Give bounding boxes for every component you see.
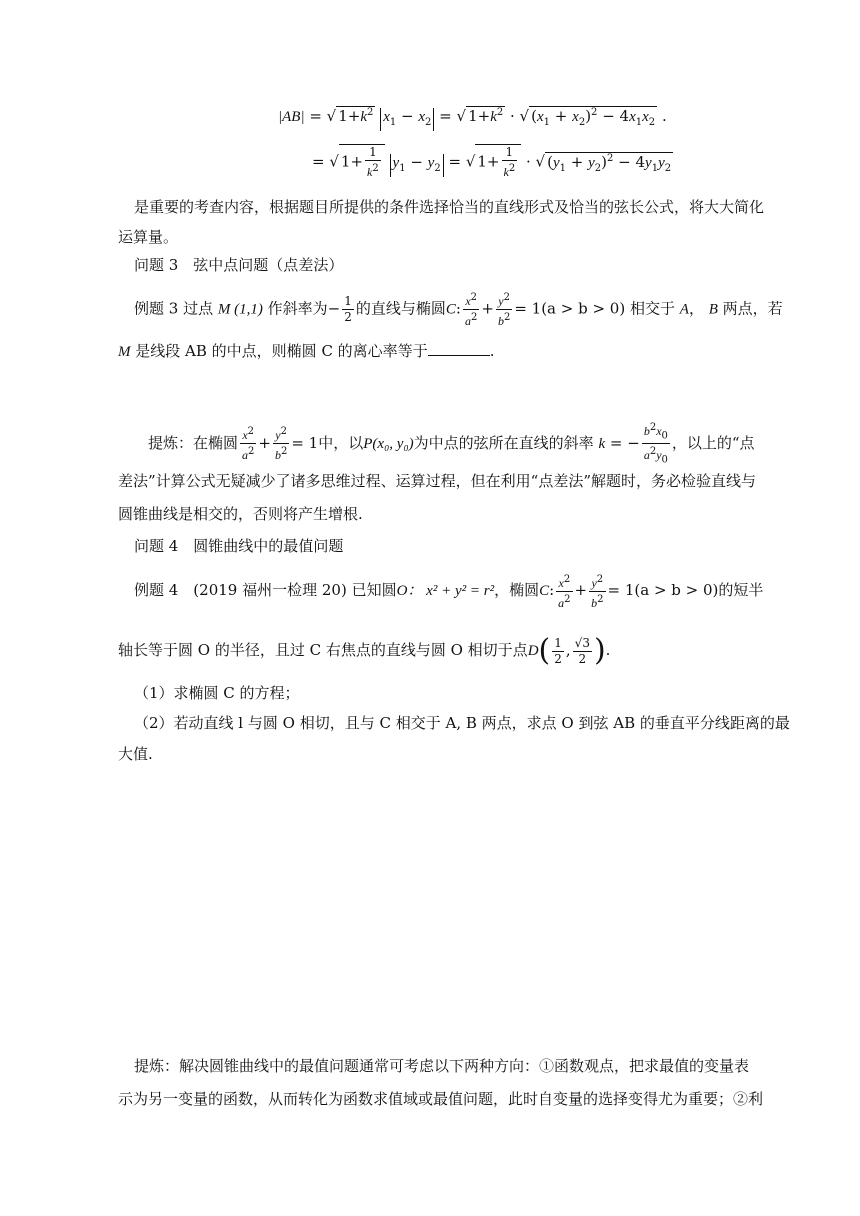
example4-line1: 例题 4 (2019 福州一检理 20) 已知圆O： x² + y² = r²，椭圆C: $\frac{x^2}{a^2}$ + $\frac{y^2}{b^2}$ = 1(a > b > 0)的短半	[134, 573, 764, 610]
example4-line2: 轴长等于圆 O 的半径，且过 C 右焦点的直线与圆 O 相切于点D( $\frac{1}{2}$ , $\frac{√3}{2}$ ).	[118, 633, 611, 668]
question3-heading: 问题 3 弦中点问题（点差法）	[134, 256, 344, 274]
example4-part2-line2: 大值.	[118, 745, 153, 763]
tilian-line3: 圆锥曲线是相交的，否则将产生增根.	[118, 505, 363, 523]
example3-line2: M 是线段 AB 的中点，则椭圆 C 的离心率等于 .	[118, 342, 495, 360]
chord-length-formula-line2: = √ 1+ $\frac{1}{k^2}$ $y_1 - y_2$ = √ 1+ $\frac{1}{k^2}$ · √ $(y_1 + y_2)^2 - 4y_1y_2$	[312, 145, 672, 179]
example3-line1: 例题 3 过点 M (1,1) 作斜率为− $\frac{1}{2}$ 的直线与椭圆C: $\frac{x^2}{a^2}$ + $\frac{y^2}{b^2}$ = 1(a > b > 0) 相交于 A， B 两点，若	[134, 292, 783, 328]
paragraph-chord-note: 是重要的考查内容，根据题目所提供的条件选择恰当的直线形式及恰当的弦长公式，将大大简化运算量。	[118, 198, 765, 246]
tilian-line1: 提炼：在椭圆 $\frac{x^2}{a^2}$ + $\frac{y^2}{b^2}$ = 1中，以P(x₀, y₀)为中点的弦所在直线的斜率 k = − $\frac{b^2x_0}{a^2y_0}$ ，以上的“点	[148, 422, 755, 466]
example4-part2-line1: （2）若动直线 l 与圆 O 相切，且与 C 相交于 A, B 两点，求点 O 到弦 AB 的垂直平分线距离的最	[134, 714, 790, 732]
question4-heading: 问题 4 圆锥曲线中的最值问题	[134, 537, 344, 555]
tilian-line2: 差法”计算公式无疑减少了诸多思维过程、运算过程，但在利用“点差法”解题时，务必检验直线与	[118, 472, 757, 490]
example4-part1: （1）求椭圆 C 的方程；	[134, 684, 300, 702]
tilian2-line2: 示为另一变量的函数，从而转化为函数求值域或最值问题，此时自变量的选择变得尤为重要；②利	[118, 1090, 764, 1108]
chord-length-formula-line1: |AB| = √ $1+k^2$ $x_1 - x_2$ = √ $1+k^2$ · √ $(x_1 + x_2)^2 - 4x_1x_2$ .	[278, 106, 667, 131]
answer-blank[interactable]	[428, 341, 490, 356]
tilian2-line1: 提炼：解决圆锥曲线中的最值问题通常可考虑以下两种方向：①函数观点，把求最值的变量表	[134, 1057, 750, 1075]
